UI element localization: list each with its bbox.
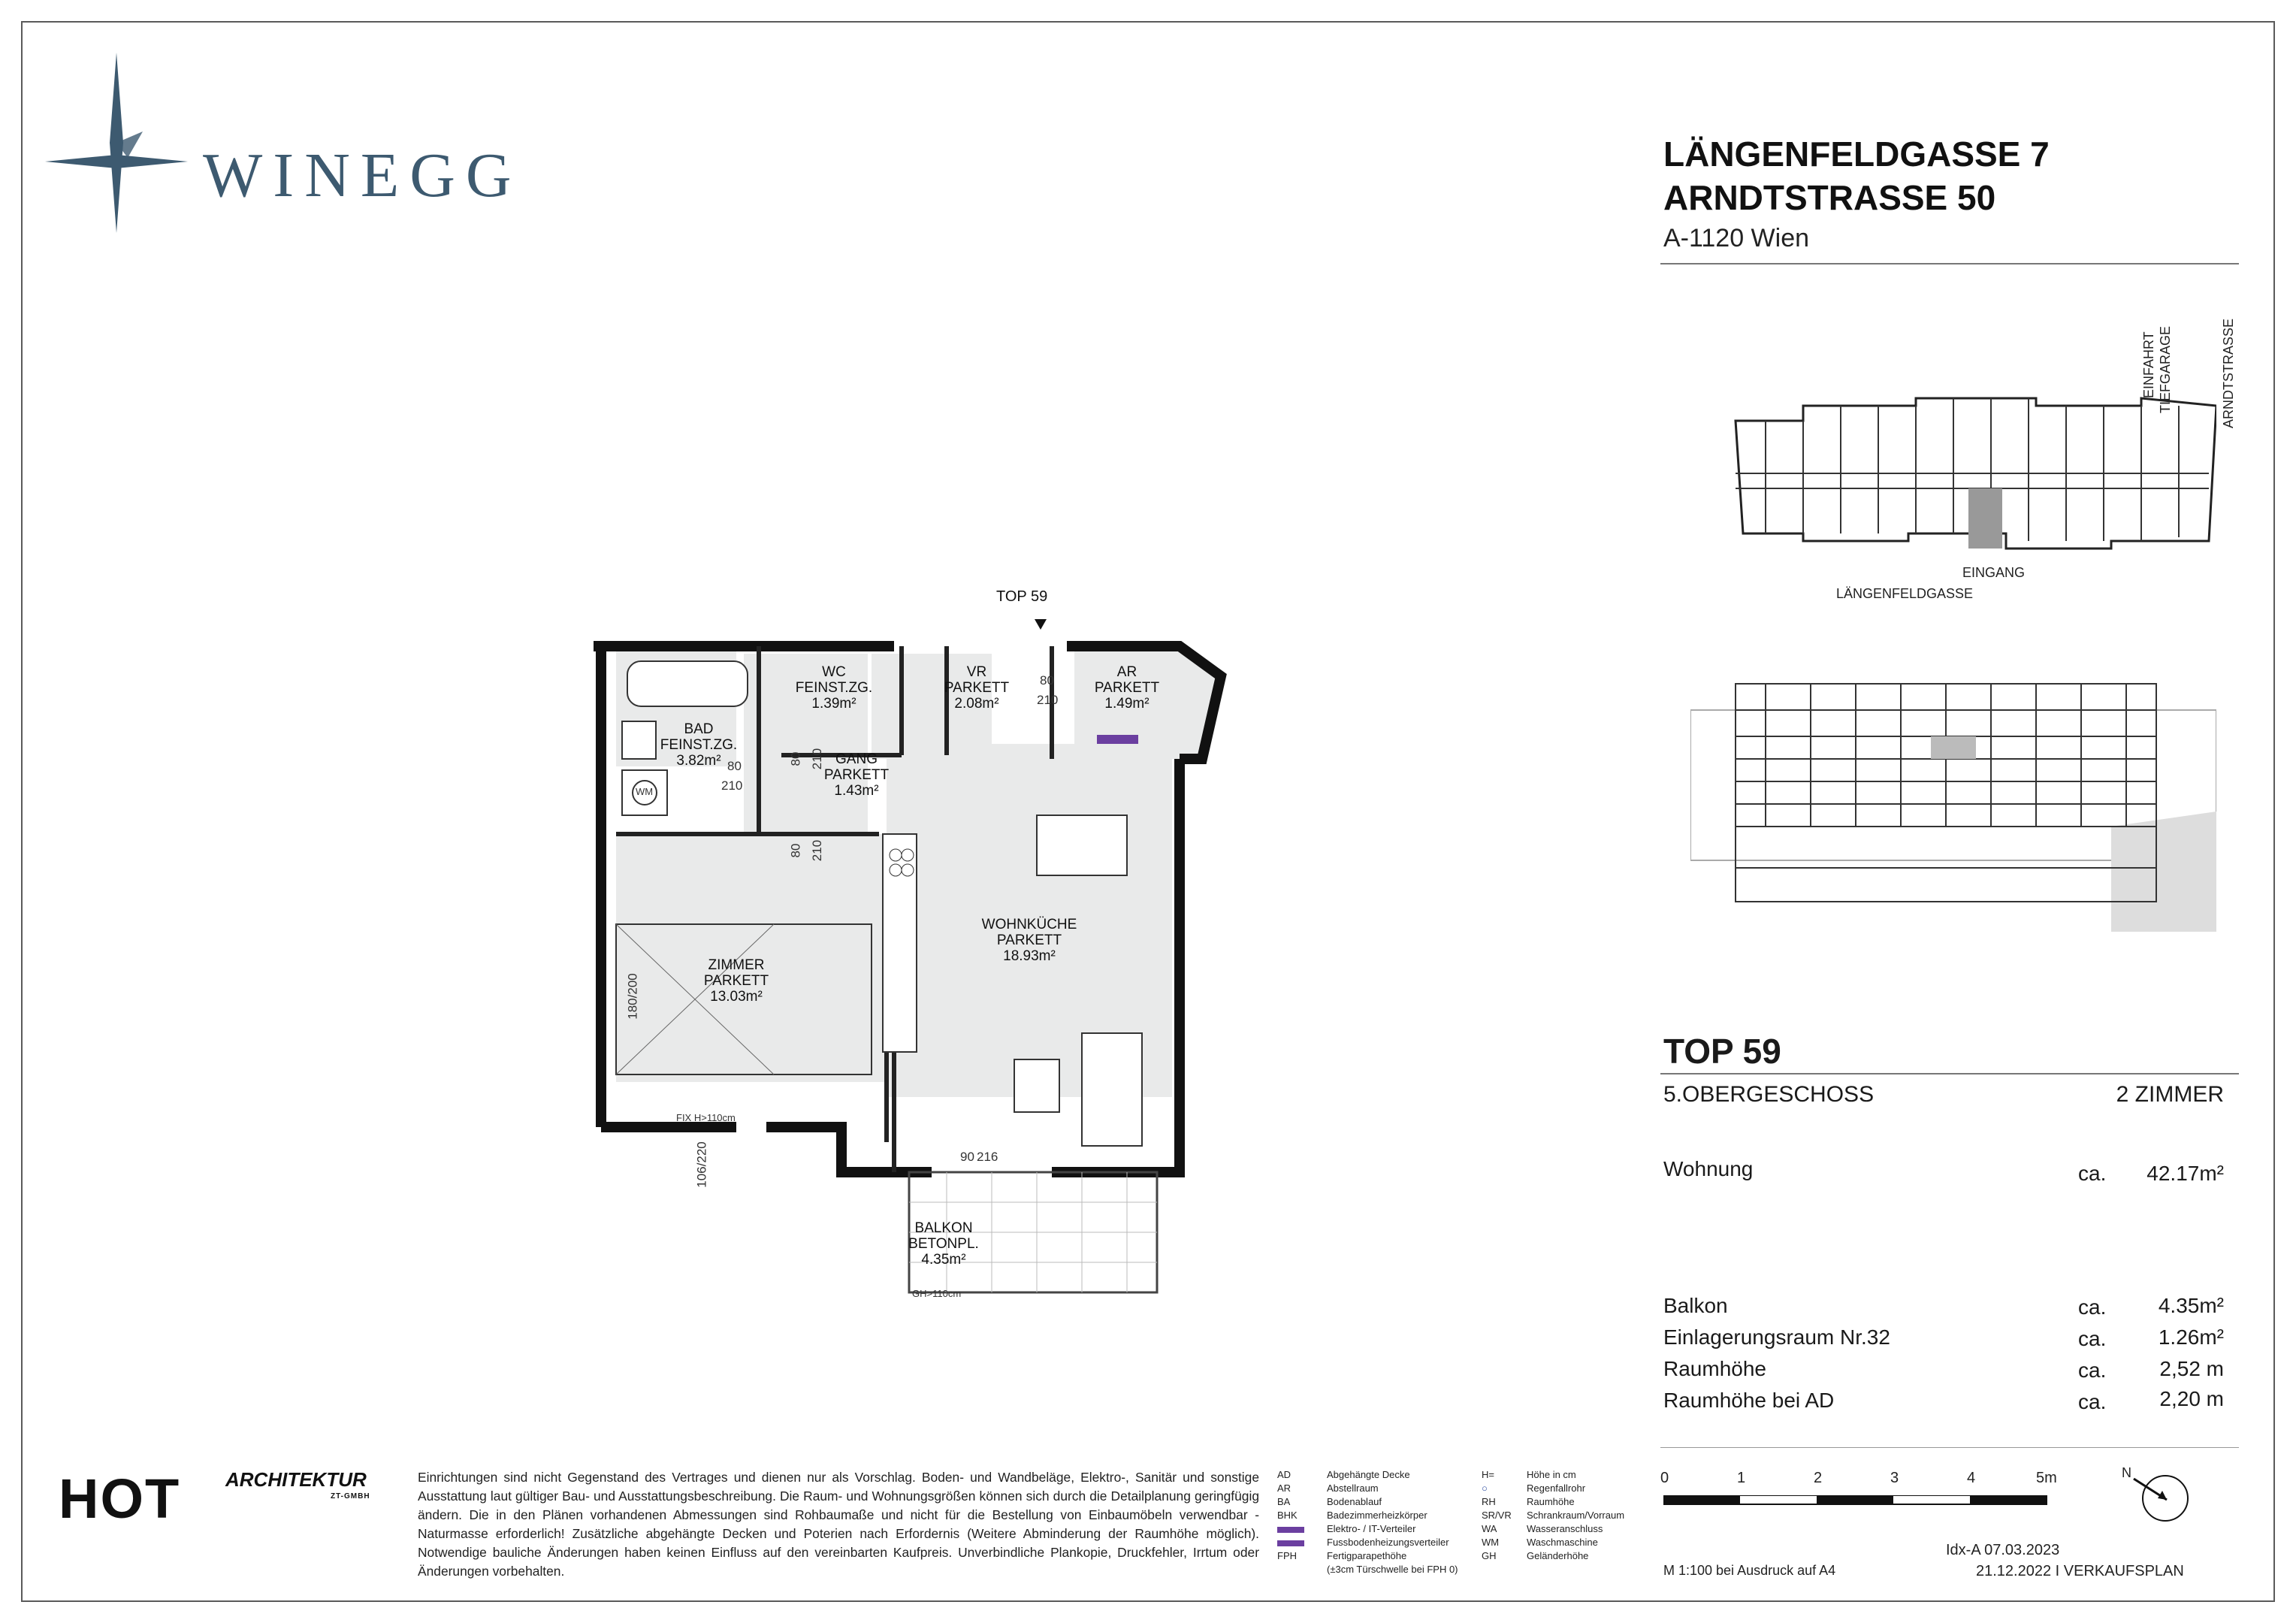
scale-tick-3: 3 (1890, 1470, 1899, 1486)
unit-floor: 5.OBERGESCHOSS (1663, 1082, 1875, 1107)
scale-tick-5: 5m (2036, 1470, 2057, 1486)
bathtub (627, 661, 748, 706)
architect-logo-hot: HOT (59, 1467, 181, 1530)
door-width-gang: 80 (788, 751, 803, 766)
entrance-arrow-icon (1035, 619, 1047, 630)
compass-star-icon (45, 53, 225, 233)
north-label: N (2122, 1465, 2131, 1480)
door-width-ar: 80 (1040, 673, 1054, 688)
door-height-bad: 210 (721, 778, 743, 793)
row-lager-value: 1.26m² (2158, 1325, 2224, 1349)
row-balkon-ca: ca. (2078, 1295, 2107, 1319)
room-wohnkueche: WOHNKÜCHE PARKETT 18.93m² (981, 917, 1077, 964)
plan-top-label: TOP 59 (996, 588, 1048, 605)
armchair (1014, 1059, 1059, 1112)
address-city: A-1120 Wien (1663, 224, 1810, 252)
street-label-einfahrt: EINFAHRT (2141, 331, 2156, 398)
door-height-ar: 210 (1037, 693, 1059, 707)
window-dim-bottom: 106/220 (694, 1141, 709, 1188)
architect-logo-text: ARCHITEKTUR (225, 1468, 367, 1491)
street-label-tiefgarage: TIEFGARAGE (2158, 325, 2173, 413)
row-lager-label: Einlagerungsraum Nr.32 (1663, 1325, 1890, 1349)
building-elevation (1690, 676, 2216, 932)
sofa (1082, 1033, 1142, 1146)
row-raumhoehe-ad-ca: ca. (2078, 1390, 2107, 1413)
washbasin (622, 721, 656, 759)
door-height-zimmer: 210 (810, 839, 825, 862)
row-raumhoehe-ad-value: 2,20 m (2159, 1387, 2224, 1410)
dining-table (1037, 815, 1127, 875)
address-line-1: LÄNGENFELDGASSE 7 (1663, 134, 2050, 174)
scale-tick-1: 1 (1737, 1470, 1746, 1486)
legend-right-codes: H= ○ RH SR/VR WA WM GH (1482, 1469, 1512, 1561)
row-lager-ca: ca. (2078, 1327, 2107, 1350)
washing-machine-label: WM (636, 786, 654, 797)
street-label-arndtstrasse: ARNDTSTRASSE (2221, 318, 2236, 428)
door-height-gang: 210 (810, 748, 825, 770)
unit-info-divider (1660, 1447, 2239, 1448)
scale-tick-0: 0 (1660, 1470, 1669, 1486)
address-line-2: ARNDTSTRASSE 50 (1663, 178, 1996, 217)
architect-logo-zt: ZT-GMBH (331, 1492, 370, 1501)
window-dim-zimmer: 180/200 (625, 973, 640, 1020)
scale-tick-4: 4 (1967, 1470, 1976, 1486)
scale-note: M 1:100 bei Ausdruck auf A4 (1663, 1563, 1836, 1578)
room-zimmer: ZIMMER PARKETT 13.03m² (703, 957, 769, 1005)
row-balkon-value: 4.35m² (2158, 1294, 2224, 1317)
unit-title-divider (1660, 1073, 2239, 1074)
street-label-laengenfeldgasse: LÄNGENFELDGASSE (1836, 586, 1974, 601)
plan-date-status: 21.12.2022 I VERKAUFSPLAN (1976, 1563, 2184, 1579)
row-raumhoehe-value: 2,52 m (2159, 1357, 2224, 1380)
legend-left-codes: AD AR BA BHK FPH (1277, 1468, 1304, 1563)
door-width-balkon: 90 (960, 1150, 974, 1164)
door-height-balkon: 216 (977, 1150, 998, 1164)
logo-wordmark: WINEGG (203, 141, 522, 210)
room-vr: VR PARKETT 2.08m² (944, 664, 1010, 712)
row-raumhoehe-ca: ca. (2078, 1359, 2107, 1382)
room-gang: GANG PARKETT 1.43m² (823, 751, 890, 799)
highlighted-unit (1968, 488, 2002, 549)
door-width-bad: 80 (727, 759, 742, 773)
row-raumhoehe-label: Raumhöhe (1663, 1357, 1766, 1380)
row-wohnung-ca: ca. (2078, 1162, 2107, 1185)
room-ar: AR PARKETT 1.49m² (1094, 664, 1160, 712)
door-width-zimmer: 80 (788, 843, 803, 858)
row-wohnung-label: Wohnung (1663, 1157, 1754, 1180)
row-balkon-label: Balkon (1663, 1294, 1728, 1317)
plan-index: Idx-A 07.03.2023 (1946, 1542, 2060, 1558)
street-label-eingang: EINGANG (1962, 565, 2026, 580)
disclaimer-text: Einrichtungen sind nicht Gegenstand des Vertrages und dienen nur als Vorschlag. Boden- und Wandbeläge, Elektro-, Sanitär und sonstige Ausstattung laut gültiger Bau- und Ausstattungsbeschreibung. Die Raum- und Wohnungsgrößen können sich durch die Detailplanung geringfügig ändern. Die in den Plänen vorhandenen Abmessungen sind Rohbaumaße und nicht für die Bestellung von Einbaumöbeln verwendbar - Naturmasse erforderlich! Zusätzliche abgehängte Decken und Poterien nach Erfordernis (Weitere Abminderung der Raumhöhe möglich). Notwendige bauliche Änderungen haben keinen Einfluss auf den vereinbarten Kaufpreis. Unverbindliche Plankopie, Druckfehler, Irrtum oder Änderungen vorbehalten. (418, 1470, 1259, 1579)
row-wohnung-value: 42.17m² (2146, 1162, 2224, 1185)
railing-height-note: GH>110cm (912, 1288, 962, 1299)
legend-left-texts: Abgehängte Decke Abstellraum Bodenablauf Badezimmerheizkörper Elektro- / IT-Verteiler Fussbodenheizungsverteiler Fertigparapethöhe (±3cm Türschwelle bei FPH 0) (1327, 1469, 1458, 1575)
header-divider (1660, 263, 2239, 264)
kitchen-counter (883, 834, 917, 1052)
scale-bar (1663, 1495, 2054, 1507)
distribution-box (1097, 735, 1138, 744)
unit-room-count: 2 ZIMMER (2116, 1082, 2224, 1107)
fix-glazing-note: FIX H>110cm (676, 1112, 736, 1123)
room-balkon: BALKON BETONPL. 4.35m² (908, 1220, 979, 1268)
row-raumhoehe-ad-label: Raumhöhe bei AD (1663, 1389, 1835, 1412)
unit-title: TOP 59 (1663, 1032, 1781, 1071)
room-wc: WC FEINST.ZG. 1.39m² (795, 664, 873, 712)
scale-tick-2: 2 (1814, 1470, 1823, 1486)
room-bad: BAD FEINST.ZG. 3.82m² (660, 721, 738, 769)
legend-right-texts: Höhe in cm Regenfallrohr Raumhöhe Schrankraum/Vorraum Wasseranschluss Waschmaschine Geländerhöhe (1527, 1469, 1625, 1561)
